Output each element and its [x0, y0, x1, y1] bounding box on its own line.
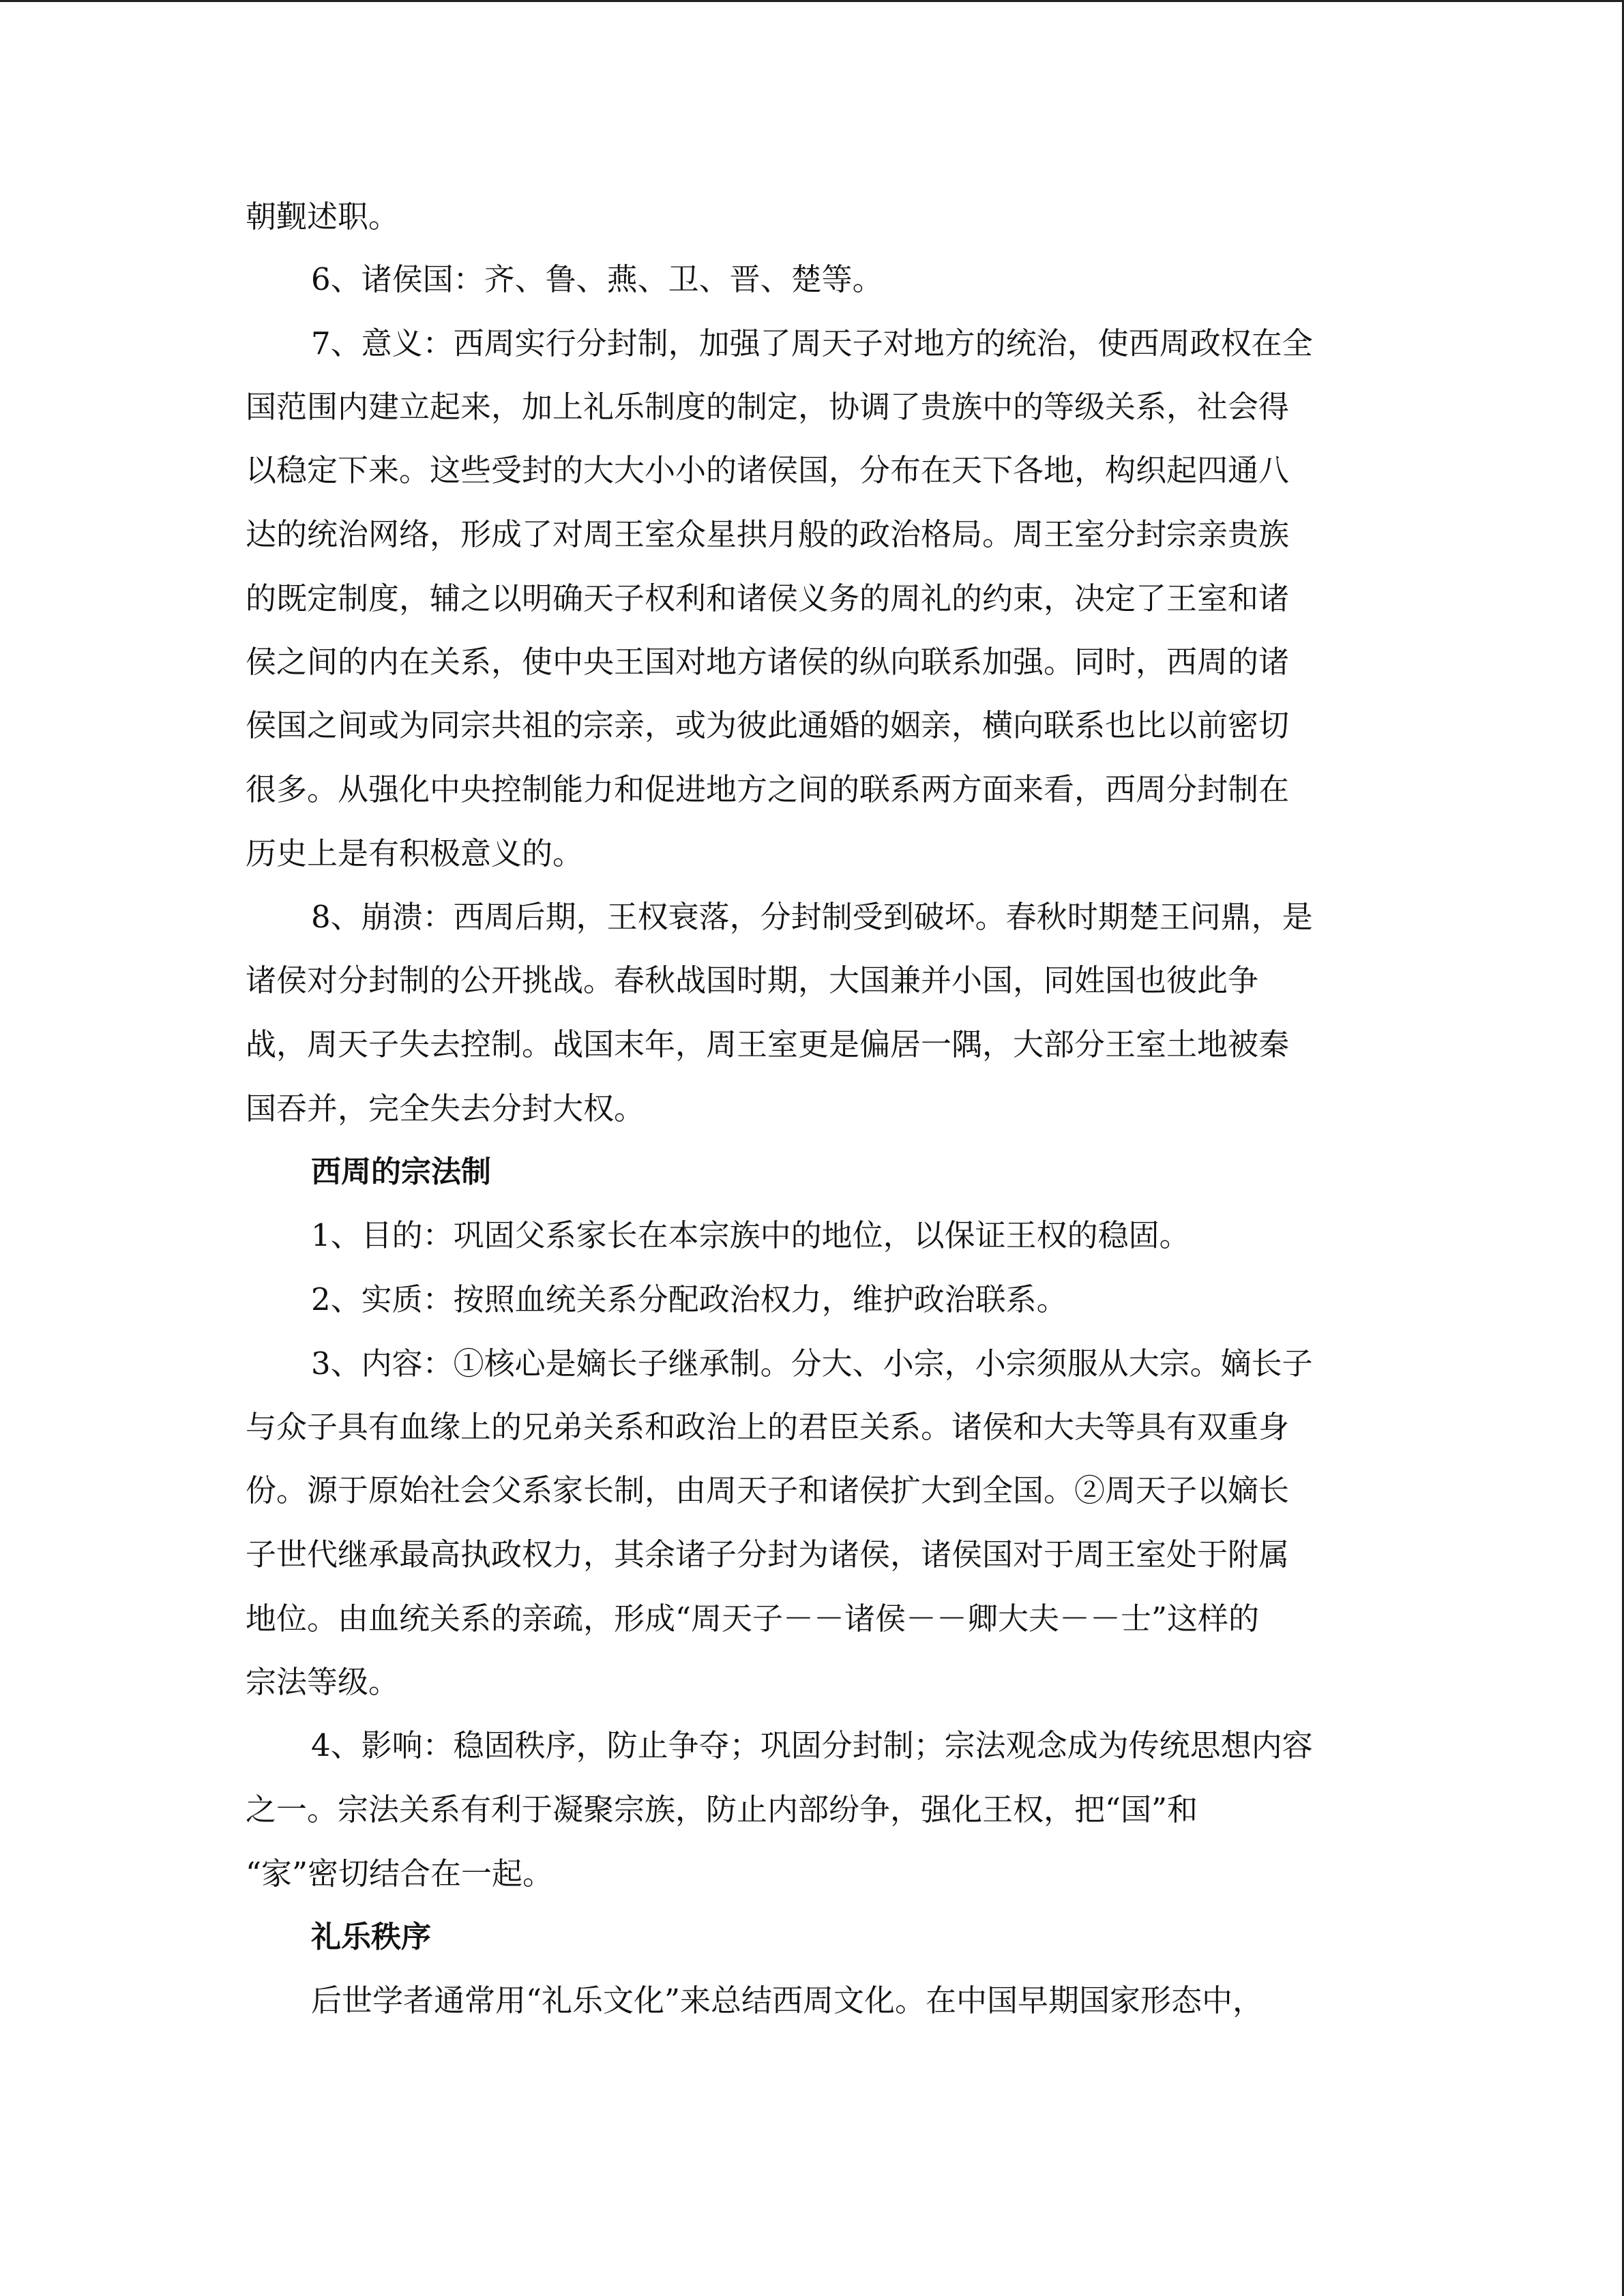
- text-line: 很多。从强化中央控制能力和促进地方之间的联系两方面来看，西周分封制在: [246, 771, 1290, 807]
- text-line: 后世学者通常用“礼乐文化”来总结西周文化。在中国早期国家形态中，: [311, 1982, 1264, 2018]
- text-line: 战，周天子失去控制。战国末年，周王室更是偏居一隅，大部分王室土地被秦: [246, 1026, 1290, 1062]
- text-line: 宗法等级。: [246, 1664, 400, 1700]
- text-line: 的既定制度，辅之以明确天子权利和诸侯义务的周礼的约束，决定了王室和诸: [246, 580, 1290, 616]
- text-line: 历史上是有积极意义的。: [246, 835, 584, 871]
- text-line: 8、崩溃：西周后期，王权衰落，分封制受到破坏。春秋时期楚王问鼎，是: [311, 899, 1313, 935]
- text-line: 1、目的：巩固父系家长在本宗族中的地位，以保证王权的稳固。: [311, 1217, 1190, 1253]
- text-line: 7、意义：西周实行分封制，加强了周天子对地方的统治，使西周政权在全: [311, 325, 1313, 361]
- text-line: 2、实质：按照血统关系分配政治权力，维护政治联系。: [311, 1281, 1067, 1317]
- section-heading: 西周的宗法制: [311, 1154, 491, 1189]
- text-line: 4、影响：稳固秩序，防止争夺；巩固分封制；宗法观念成为传统思想内容: [311, 1727, 1313, 1763]
- text-line: 与众子具有血缘上的兄弟关系和政治上的君臣关系。诸侯和大夫等具有双重身: [246, 1409, 1290, 1445]
- text-line: “家”密切结合在一起。: [246, 1855, 554, 1892]
- text-line: 诸侯对分封制的公开挑战。春秋战国时期，大国兼并小国，同姓国也彼此争: [246, 962, 1259, 998]
- text-line: 达的统治网络，形成了对周王室众星拱月般的政治格局。周王室分封宗亲贵族: [246, 516, 1290, 552]
- text-line: 之一。宗法关系有利于凝聚宗族，防止内部纷争，强化王权，把“国”和: [246, 1791, 1198, 1828]
- page-top-border: [0, 0, 1624, 2]
- text-line: 国吞并，完全失去分封大权。: [246, 1090, 645, 1127]
- text-line: 份。源于原始社会父系家长制，由周天子和诸侯扩大到全国。②周天子以嫡长: [246, 1472, 1290, 1508]
- text-line: 侯之间的内在关系，使中央王国对地方诸侯的纵向联系加强。同时，西周的诸: [246, 644, 1290, 680]
- text-line: 以稳定下来。这些受封的大大小小的诸侯国，分布在天下各地，构织起四通八: [246, 452, 1290, 488]
- text-line: 侯国之间或为同宗共祖的宗亲，或为彼此通婚的姻亲，横向联系也比以前密切: [246, 707, 1290, 743]
- text-line: 3、内容：①核心是嫡长子继承制。分大、小宗，小宗须服从大宗。嫡长子: [311, 1345, 1313, 1382]
- section-heading: 礼乐秩序: [311, 1920, 431, 1954]
- text-line: 朝觐述职。: [246, 198, 400, 235]
- text-line: 国范围内建立起来，加上礼乐制度的制定，协调了贵族中的等级关系，社会得: [246, 389, 1290, 425]
- text-line: 子世代继承最高执政权力，其余诸子分封为诸侯，诸侯国对于周王室处于附属: [246, 1536, 1290, 1572]
- text-line: 地位。由血统关系的亲疏，形成“周天子－－诸侯－－卿大夫－－士”这样的: [246, 1600, 1260, 1637]
- text-line: 6、诸侯国：齐、鲁、燕、卫、晋、楚等。: [311, 261, 883, 297]
